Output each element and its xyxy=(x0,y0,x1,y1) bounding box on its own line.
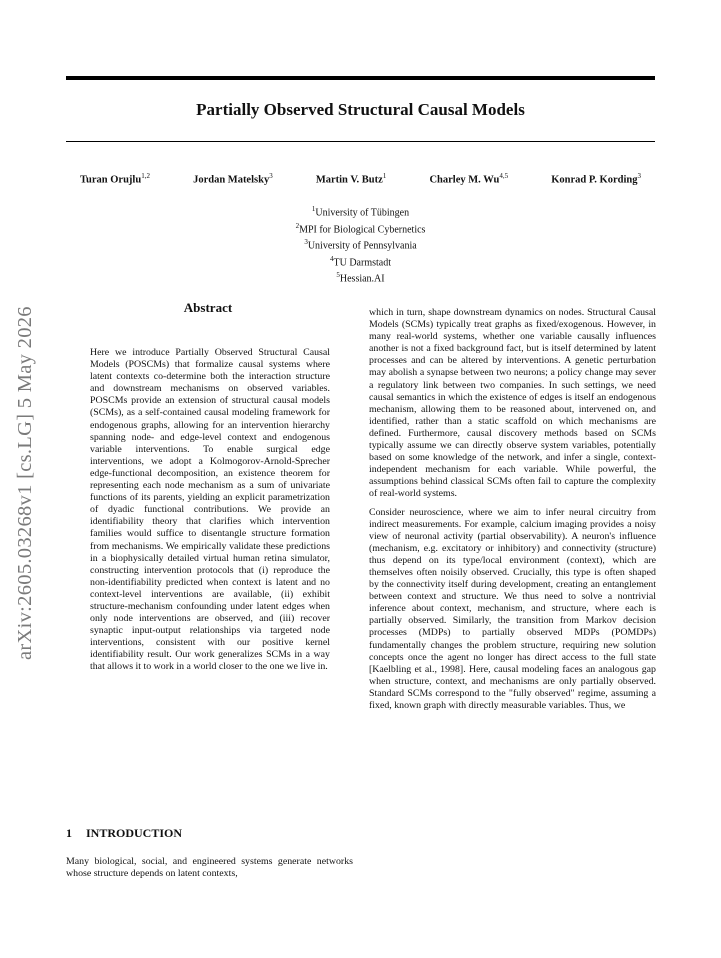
right-column xyxy=(369,307,656,718)
intro-paragraph: which in turn, shape downstream dynamics on nodes. Structural Causal Models (SCMs) typically treat graphs as fixed/exogenous. However, in many real-world systems, whether one variable causally influences another is not a fixed background fact, but is itself determined by latent processes and can be altered by interventions. A genetic perturbation may abolish a synapse between two neurons; a policy change may sever a regulatory link between two companies. In such settings, we need causal semantics in which the existence of edges is itself an endogenous mechanism, allowing them to be reasoned about, intervened on, and identified, rather than a static scaffold on which mechanisms are defined. Furthermore, causal discovery methods based on SCMs typically assume we can directly observe system variables, potentially based on some knowledge of the network, and infer a single, context-independent mechanism for each variable. While powerful, the assumptions behind classical SCMs often fail to capture the complexity of real-world systems. xyxy=(369,307,656,500)
author: Martin V. Butz$^1$ xyxy=(315,172,387,186)
affiliation: $^3$University of Pennsylvania xyxy=(304,238,417,252)
author-list xyxy=(66,172,655,186)
affiliation: $^5$Hessian.AI xyxy=(336,271,385,285)
author: Turan Orujlu$^{1,2}$ xyxy=(80,172,150,186)
title-rule xyxy=(66,141,655,142)
top-rule xyxy=(66,76,655,80)
affiliation: $^2$MPI for Biological Cybernetics xyxy=(295,221,426,235)
author: Charley M. Wu$^{4,5}$ xyxy=(429,172,509,186)
affiliation: $^1$University of Tübingen xyxy=(311,205,410,219)
affiliation-list xyxy=(66,203,655,286)
affiliation: $^4$TU Darmstadt xyxy=(330,254,391,268)
section-title: INTRODUCTION xyxy=(86,826,183,840)
section-heading xyxy=(66,826,182,841)
intro-paragraph: Consider neuroscience, where we aim to infer neural circuitry from indirect measurements. For example, calcium imaging provides a noisy view of neuronal activity (partial observability). A neuron's influence (mechanism, e.g. excitatory or inhibitory) and connectivity (structure) thus depend on its type/local environment (context), which are themselves often noisily observed. Crucially, this type is often shaped by the connectivity itself during development, creating an entanglement between context and structure. We thus need to solve a nontrivial inference about context, mechanism, and structure, where each is partially observed. Similarly, the transition from Markov decision processes (MDPs) to partially observed MDPs (POMDPs) fundamentally changes the problem structure, requiring new solution concepts once the agent no longer has direct access to the full state [Kaelbling et al., 1998]. Here, causal modeling faces an analogous gap when structure, context, and mechanisms are only partially observed. Standard SCMs correspond to the "fully observed" regime, assuming a fixed, known graph with directly measurable variables. Thus, we xyxy=(369,506,656,711)
arxiv-stamp: arXiv:2605.03268v1 [cs.LG] 5 May 2026 xyxy=(14,306,36,660)
intro-left-text: Many biological, social, and engineered systems generate networks whose structure depends on latent contexts, xyxy=(66,856,353,880)
author: Konrad P. Kording$^3$ xyxy=(551,172,641,186)
abstract-heading: Abstract xyxy=(183,300,233,315)
paper-title: Partially Observed Structural Causal Models xyxy=(196,100,525,119)
author: Jordan Matelsky$^3$ xyxy=(193,172,273,186)
section-number: 1 xyxy=(66,826,72,840)
abstract-text: Here we introduce Partially Observed Structural Causal Models (POSCMs) that formalize causal systems where latent contexts co-determine both the interaction structure and downstream mechanisms on observed variables. POSCMs provide an extension of structural causal models (SCMs), as a self-contained causal modeling framework for endogenous graphs, allowing for an intervention hierarchy spanning node- and edge-level context and endogenous variable interventions. To enable surgical edge interventions, we adopt a Kolmogorov-Arnold-Sprecher edge-functional decomposition, an existence theorem for representing each node mechanism as a sum of univariate functions of its parents, yielding an explicit parametrization of dyadic functional contributions. We provide an identifiability theory that clarifies which intervention families would suffice to disentangle structure formation from mechanisms. We empirically validate these predictions in a biophysically detailed virtual human retina simulator, constructing intervention protocols that (i) reproduce the non-identifiability predicted when context is latent and no context-level interventions are available, (ii) exhibit structure-mechanism confounding under latent edges when only node interventions are observed, and (iii) recover synaptic input-output relationships via targeted node interventions, consistent with our positive kernel identifiability result. Our work generalizes SCMs in a way that allows it to work in a world closer to the one we live in. xyxy=(90,347,330,673)
